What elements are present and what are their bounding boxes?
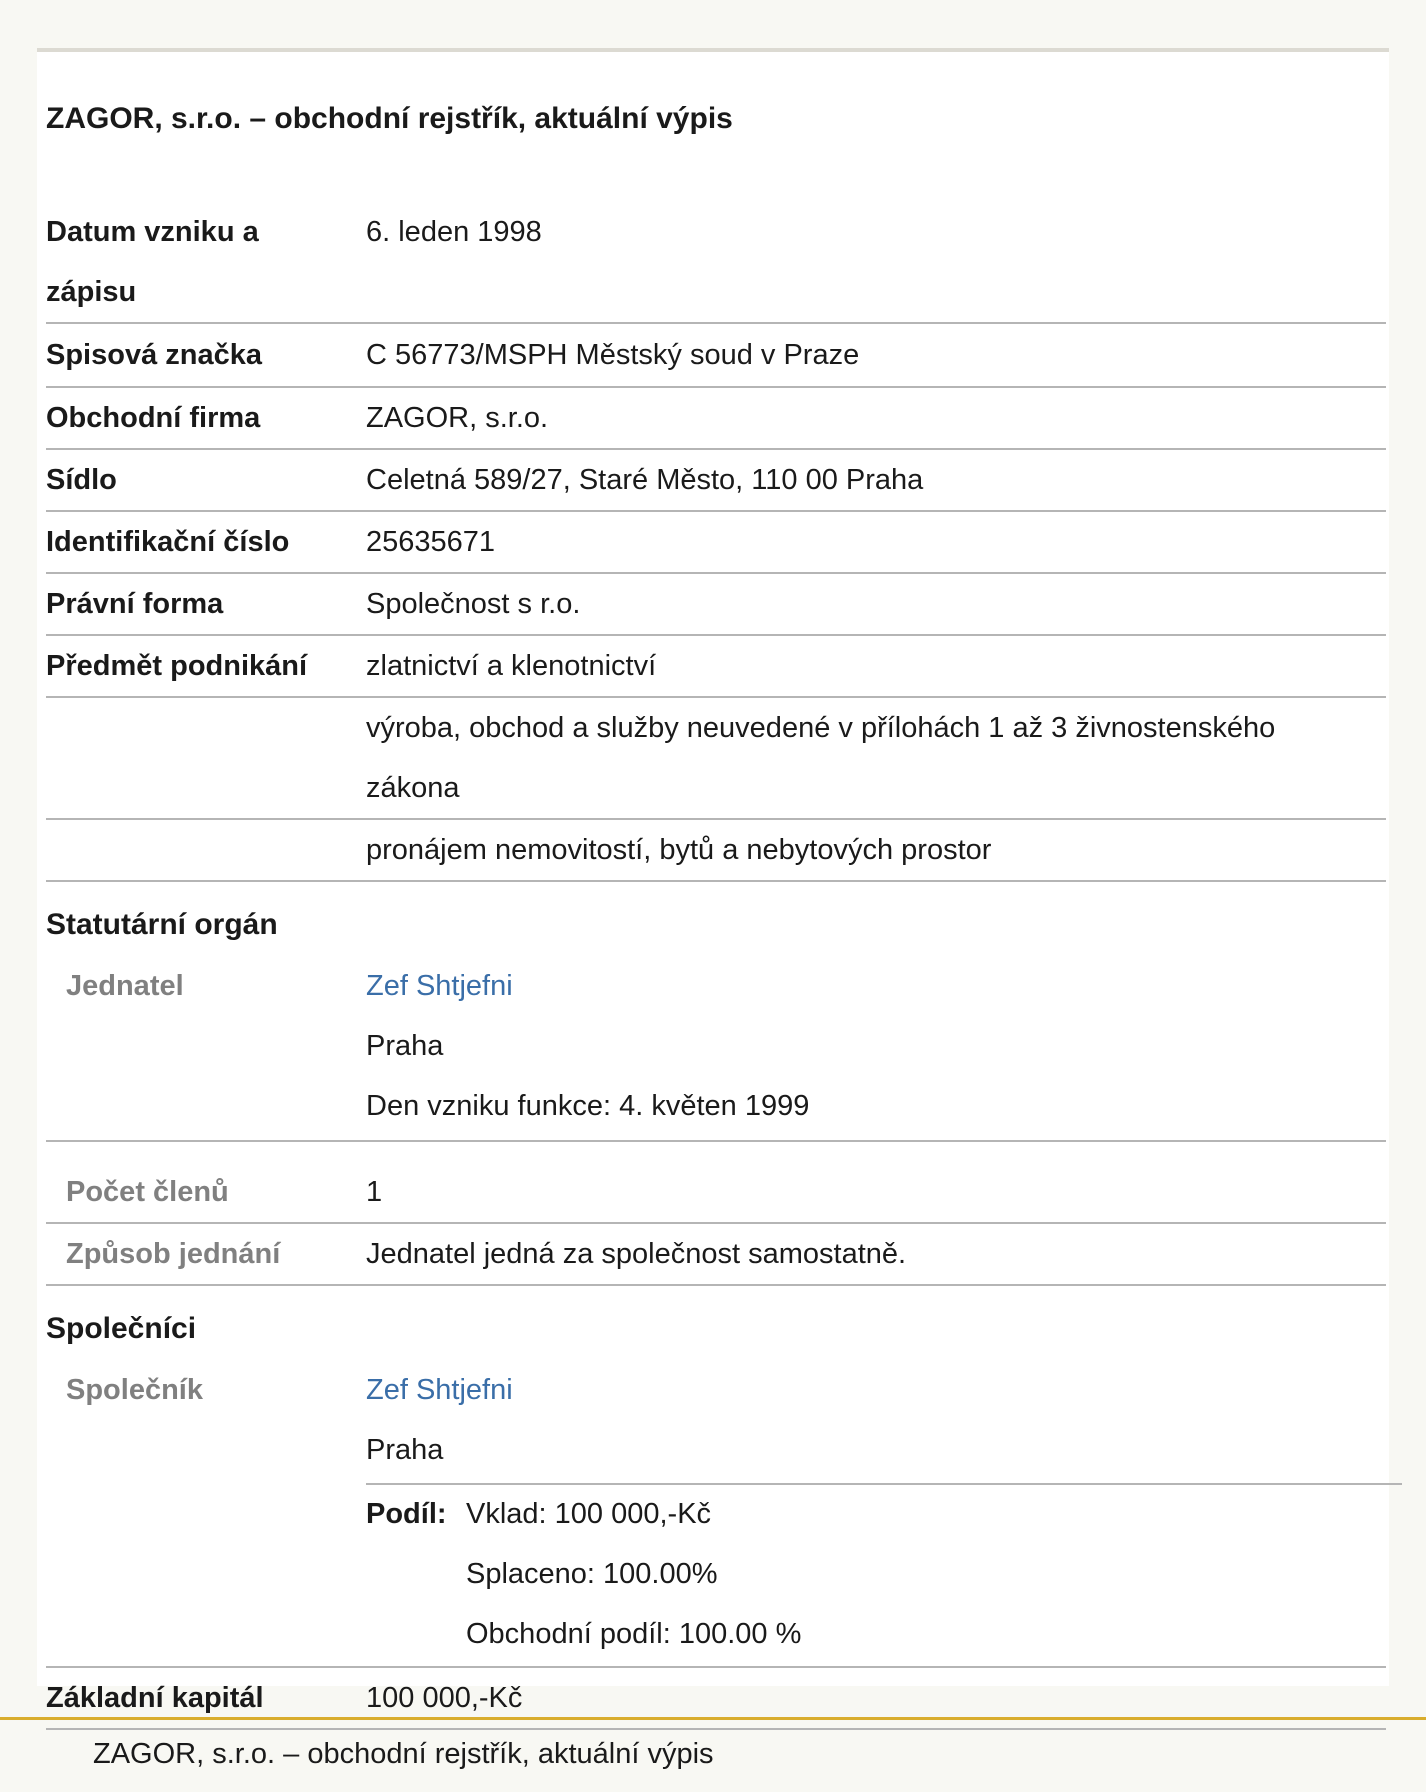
footer-title: ZAGOR, s.r.o. – obchodní rejstřík, aktuální výpis bbox=[93, 1738, 714, 1770]
value-zpusob-jednani: Jednatel jedná za společnost samostatně. bbox=[366, 1238, 907, 1270]
section-statutarni-organ: Statutární orgán bbox=[46, 908, 278, 941]
value-pocet-clenu: 1 bbox=[366, 1176, 383, 1208]
label-pocet-clenu: Počet členů bbox=[66, 1176, 229, 1208]
label-predmet: Předmět podnikání bbox=[46, 650, 308, 682]
row-pocet-clenu bbox=[46, 1162, 1386, 1224]
jednatel-city: Praha bbox=[366, 1030, 444, 1062]
label-ico: Identifikační číslo bbox=[46, 526, 290, 558]
value-predmet-item: pronájem nemovitostí, bytů a nebytových prostor bbox=[366, 834, 992, 866]
row-pravni-forma bbox=[46, 574, 1386, 636]
label-obchodni-firma: Obchodní firma bbox=[46, 402, 261, 434]
podil-splaceno: Splaceno: 100.00% bbox=[466, 1558, 718, 1590]
spolecnik-name-link[interactable]: Zef Shtjefni bbox=[366, 1374, 513, 1406]
value-predmet-item-cont: zákona bbox=[366, 772, 460, 804]
row-jednatel bbox=[46, 956, 1386, 1142]
row-ico bbox=[46, 512, 1386, 574]
row-spisova-znacka bbox=[46, 325, 1386, 388]
label-line-1: Datum vzniku a bbox=[46, 216, 259, 248]
row-predmet-1 bbox=[46, 636, 1386, 698]
label-pravni-forma: Právní forma bbox=[46, 588, 224, 620]
value-datum-vzniku: 6. leden 1998 bbox=[366, 216, 542, 248]
row-obchodni-firma bbox=[46, 388, 1386, 450]
value-predmet-item: výroba, obchod a služby neuvedené v přílohách 1 až 3 živnostenského bbox=[366, 712, 1276, 744]
podil-vklad: Vklad: 100 000,-Kč bbox=[466, 1498, 712, 1530]
value-obchodni-firma: ZAGOR, s.r.o. bbox=[366, 402, 549, 434]
value-pravni-forma: Společnost s r.o. bbox=[366, 588, 581, 620]
spolecnik-city: Praha bbox=[366, 1434, 444, 1466]
jednatel-name-link[interactable]: Zef Shtjefni bbox=[366, 970, 513, 1002]
row-datum-vzniku bbox=[46, 202, 1386, 324]
jednatel-since: Den vzniku funkce: 4. květen 1999 bbox=[366, 1090, 810, 1122]
podil-label: Podíl: bbox=[366, 1498, 447, 1530]
row-zakladni-kapital bbox=[46, 1668, 1386, 1730]
registry-card bbox=[37, 48, 1389, 1714]
row-predmet-3 bbox=[46, 820, 1386, 882]
label-zpusob-jednani: Způsob jednání bbox=[66, 1238, 281, 1270]
value-spisova-znacka: C 56773/MSPH Městský soud v Praze bbox=[366, 339, 860, 371]
footer-divider bbox=[0, 1717, 1426, 1720]
row-spolecnik bbox=[46, 1360, 1386, 1668]
label-jednatel: Jednatel bbox=[66, 970, 184, 1002]
label-spisova-znacka: Spisová značka bbox=[46, 339, 262, 371]
label-datum-vzniku bbox=[46, 202, 346, 322]
label-sidlo: Sídlo bbox=[46, 464, 117, 496]
value-predmet-item: zlatnictví a klenotnictví bbox=[366, 650, 657, 682]
value-sidlo: Celetná 589/27, Staré Město, 110 00 Praha bbox=[366, 464, 924, 496]
value-zakladni-kapital: 100 000,-Kč bbox=[366, 1682, 523, 1714]
row-zpusob-jednani bbox=[46, 1224, 1386, 1286]
label-zakladni-kapital: Základní kapitál bbox=[46, 1682, 264, 1714]
podil-obchodni: Obchodní podíl: 100.00 % bbox=[466, 1618, 802, 1650]
row-sidlo bbox=[46, 450, 1386, 512]
page-title: ZAGOR, s.r.o. – obchodní rejstřík, aktuální výpis bbox=[46, 102, 733, 135]
row-predmet-2 bbox=[46, 698, 1386, 820]
label-line-2: zápisu bbox=[46, 276, 137, 308]
value-ico: 25635671 bbox=[366, 526, 496, 558]
label-spolecnik: Společník bbox=[66, 1374, 203, 1406]
section-spolecnici: Společníci bbox=[46, 1312, 197, 1345]
